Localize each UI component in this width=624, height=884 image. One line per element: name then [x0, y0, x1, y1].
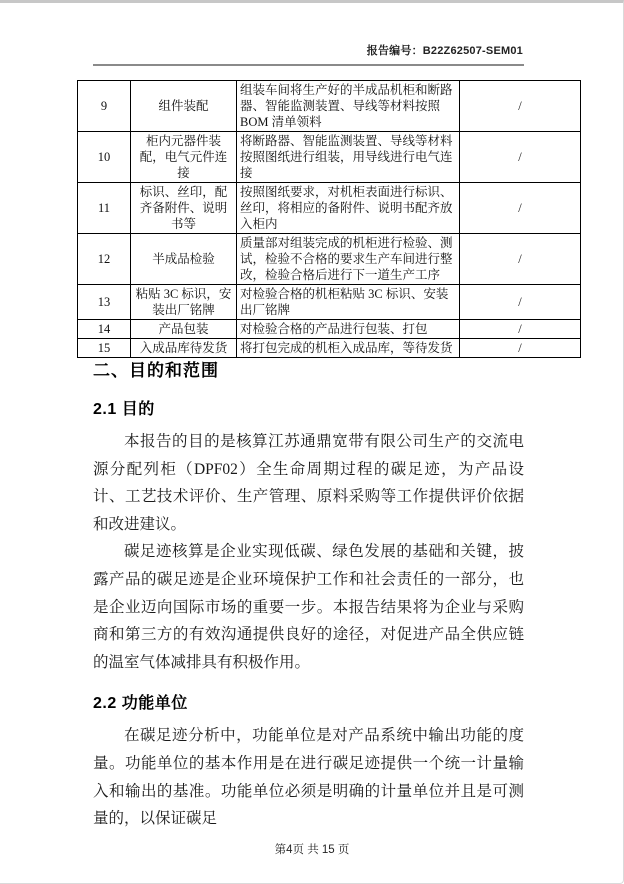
- process-table-body: [78, 81, 581, 358]
- step-number-cell: 14: [78, 320, 131, 339]
- step-remark-cell: /: [460, 132, 581, 183]
- step-description-cell: 对检验合格的机柜粘贴 3C 标识、安装出厂铭牌: [237, 285, 460, 320]
- step-description-cell: 按照图纸要求，对机柜表面进行标识、丝印，将相应的备附件、说明书配齐放入柜内: [237, 183, 460, 234]
- report-number-label: 报告编号：: [366, 45, 423, 57]
- step-name-cell: 半成品检验: [131, 234, 237, 285]
- functional-unit-paragraph-1: 在碳足迹分析中，功能单位是对产品系统中输出功能的度量。功能单位的基本作用是在进行碳足迹提供一个统一计量输入和输出的基准。功能单位必须是明确的计量单位并且是可测量的，以保证碳足: [93, 727, 524, 828]
- step-number-cell: 10: [78, 132, 131, 183]
- step-number-cell: 11: [78, 183, 131, 234]
- step-remark-cell: /: [460, 234, 581, 285]
- table-row: [78, 234, 581, 285]
- step-description-cell: 质量部对组装完成的机柜进行检验、测试，检验不合格的要求生产车间进行整改，检验合格后进行下一道生产工序: [237, 234, 460, 285]
- table-row: [78, 285, 581, 320]
- table-row: [78, 339, 581, 358]
- step-name-cell: 组件装配: [131, 81, 237, 132]
- step-remark-cell: /: [460, 81, 581, 132]
- page-footer: 第4页 共 15 页: [274, 844, 350, 856]
- section-heading-functional-unit: 2.2 功能单位: [93, 695, 188, 713]
- step-number-cell: 12: [78, 234, 131, 285]
- step-remark-cell: /: [460, 183, 581, 234]
- step-number-cell: 15: [78, 339, 131, 358]
- step-remark-cell: /: [460, 285, 581, 320]
- chapter-heading: 二、目的和范围: [93, 361, 219, 380]
- table-row: [78, 320, 581, 339]
- step-description-cell: 组装车间将生产好的半成品机柜和断路器、智能监测装置、导线等材料按照BOM 清单领料: [237, 81, 460, 132]
- purpose-paragraph-2: 碳足迹核算是企业实现低碳、绿色发展的基础和关键，披露产品的碳足迹是企业环境保护工作和社会责任的一部分，也是企业迈向国际市场的重要一步。本报告结果将为企业与采购商和第三方的有效沟通提供良好的途径，对促进产品全供应链的温室气体减排具有积极作用。: [93, 543, 524, 671]
- report-number-value: B22Z62507-SEM01: [422, 45, 523, 57]
- step-remark-cell: /: [460, 339, 581, 358]
- report-number: [367, 42, 523, 58]
- step-name-cell: 入成品库待发货: [131, 339, 237, 358]
- step-name-cell: 粘贴 3C 标识，安装出厂铭牌: [131, 285, 237, 320]
- step-remark-cell: /: [460, 320, 581, 339]
- table-row: [78, 132, 581, 183]
- step-number-cell: 13: [78, 285, 131, 320]
- step-description-cell: 将断路器、智能监测装置、导线等材料按照图纸进行组装，用导线进行电气连接: [237, 132, 460, 183]
- step-name-cell: 产品包装: [131, 320, 237, 339]
- step-description-cell: 将打包完成的机柜入成品库，等待发货: [237, 339, 460, 358]
- document-body: [93, 360, 524, 833]
- purpose-paragraph-1: 本报告的目的是核算江苏通鼎宽带有限公司生产的交流电源分配列柜（DPF02）全生命周期过程的碳足迹，为产品设计、工艺技术评价、生产管理、原料采购等工作提供评价依据和改进建议。: [93, 433, 524, 533]
- step-number-cell: 9: [78, 81, 131, 132]
- section-heading-purpose: 2.1 目的: [93, 401, 155, 418]
- step-description-cell: 对检验合格的产品进行包装、打包: [237, 320, 460, 339]
- table-row: [78, 183, 581, 234]
- process-table: [77, 80, 581, 358]
- table-row: [78, 81, 581, 132]
- step-name-cell: 标识、丝印，配齐备附件、说明书等: [131, 183, 237, 234]
- header-rule: [93, 64, 524, 66]
- step-name-cell: 柜内元器件装配，电气元件连接: [131, 132, 237, 183]
